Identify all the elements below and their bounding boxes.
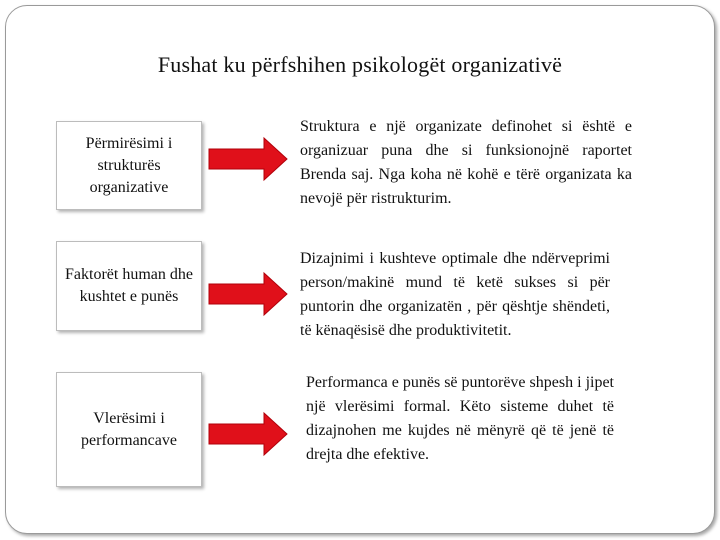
area-label-line: kushtet e punës — [79, 288, 179, 305]
area-label-line: strukturës — [97, 156, 161, 174]
area-label-line: organizative — [89, 178, 169, 196]
area-box-human-factors — [56, 241, 202, 331]
area-box-performance — [56, 372, 202, 487]
area-description: Performanca e punës së puntorëve shpesh i jipet një vlerësimi formal. Këto sisteme duhet të dizajnohen me kujdes në mënyrë që të jenë të drejta dhe efektive. — [306, 374, 614, 463]
right-arrow-icon — [207, 411, 290, 457]
area-label-line: Vlerësimi i — [93, 409, 165, 427]
right-arrow-icon — [207, 136, 290, 182]
area-label — [86, 133, 173, 199]
area-label-line: Faktorët human dhe — [65, 266, 193, 283]
area-description: Struktura e një organizate definohet si është e organizuar puna dhe si funksionojnë raportet Brenda saj. Nga koha në kohë e tërë organizata ka nevojë për ristrukturim. — [300, 118, 632, 207]
slide-title: Fushat ku përfshihen psikologët organizativë — [157, 52, 563, 77]
area-label — [81, 408, 177, 452]
area-description: Dizajnimi i kushteve optimale dhe ndërveprimi person/makinë mund të ketë sukses si për puntorin dhe organizatën , për qështje shëndeti, të kënaqësisë dhe produktivitetit. — [300, 250, 610, 339]
area-label-line: performancave — [81, 431, 177, 449]
area-label — [65, 264, 193, 308]
right-arrow-icon — [207, 271, 290, 317]
area-label-line: Përmirësimi i — [85, 134, 173, 152]
area-box-structure — [56, 121, 202, 210]
